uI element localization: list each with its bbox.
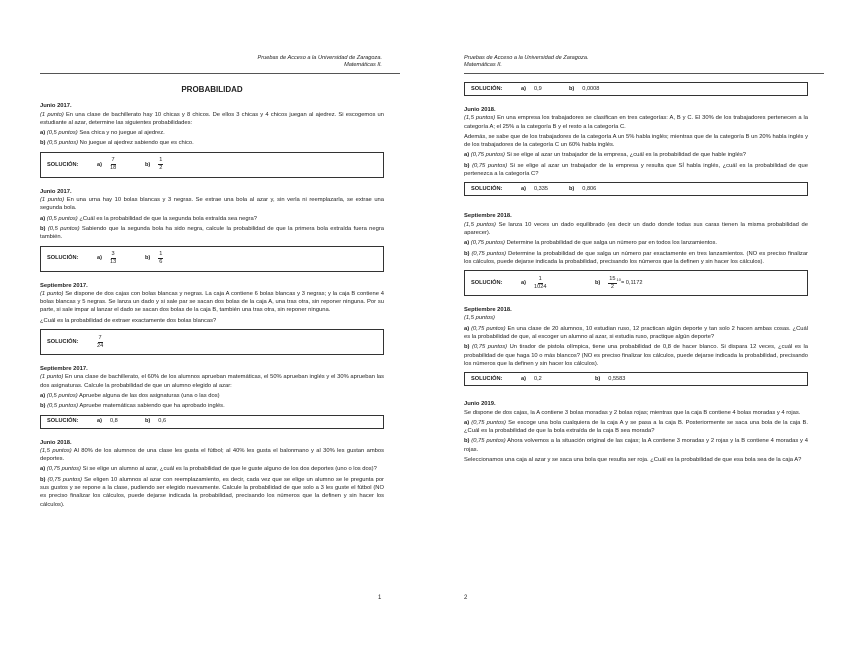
part-a: a) (0,5 puntos) Sea chica y no juegue al ajedrez. <box>40 130 165 137</box>
page-header <box>464 55 588 69</box>
part-a: a) (0,75 puntos) Si se elige un alumno al azar, ¿cuál es la probabilidad de que le guste alguno de los dos deportes (uno o los dos)? <box>40 466 377 473</box>
part-b: b) (0,75 puntos) Se eligen 10 alumnos al azar con reemplazamiento, es decir, cada vez que se elige un alumno se le pregunta por sus gustos y se repone a la clase, pudiendo ser elegido nuevamente. Calcule la probabilidad de que solo a 3 les guste el fútbol (NO es preciso finalizar los cálculos, puede dejarse indicada la probabilidad, precisando los números que la definen y sin hacer los cálculos). <box>40 476 384 508</box>
solution-box: SOLUCIÓN: a) 0,335 b) 0,806 <box>464 182 808 196</box>
part-a: a) (0,5 puntos) Apruebe alguna de las dos asignaturas (una o las dos) <box>40 392 220 399</box>
fraction: $\frac{7}{24}$ <box>97 334 104 349</box>
exercise-statement: (1,5 puntos) Al 80% de los alumnos de una clase les gusta el fútbol; al 40% les gusta el balonmano y al 30% les gustan ambos deportes. <box>40 447 384 463</box>
fraction: $\frac{1}{2}$ <box>159 157 163 172</box>
solution-box: SOLUCIÓN: a) 0,2 b) 0,5583 <box>464 372 808 386</box>
fraction: $\frac{1}{6}$ <box>159 251 163 266</box>
header-line-1: Pruebas de Acceso a la Universidad de Zaragoza. <box>257 55 382 61</box>
solution-box: SOLUCIÓN: $\frac{7}{24}$ <box>40 329 384 355</box>
page-header <box>258 55 382 69</box>
part-a: a) (0,75 puntos) Se escoge una bola cualquiera de la caja A y se pasa a la caja B. Posteriormente se saca una bola de la caja B. ¿Cuál es la probabilidad de que la bola extraída de la caja B sea morada? <box>464 419 808 435</box>
exercise-heading: Junio 2017. <box>40 103 72 110</box>
header-line-1: Pruebas de Acceso a la Universidad de Zaragoza. <box>464 55 589 61</box>
exercise-statement: Se dispone de dos cajas, la A contiene 3 bolas moradas y 2 bolas rojas; mientras que la caja B contiene 4 bolas moradas y 4 rojas. <box>464 409 801 416</box>
exercise-points: (1,5 puntos) <box>464 315 495 322</box>
part-b: b) (0,5 puntos) No juegue al ajedrez sabiendo que es chico. <box>40 140 194 147</box>
part-b: b) (0,75 puntos) Determine la probabilidad de que salga un número par exactamente en tres lanzamientos. (NO es preciso finalizar los cálculos, puede dejarse indicada la probabilidad, precisando los números que la definen y sin hacer los cálculos). <box>464 250 808 265</box>
exercise-heading: Junio 2019. <box>464 401 496 408</box>
part-b-continued: Seleccionamos una caja al azar y se saca una bola que resulta ser roja. ¿Cuál es la probabilidad de que esa bola sea de la caja A? <box>464 457 802 464</box>
solution-box: SOLUCIÓN: a) $\frac{3}{13}$ b) $\frac{1}{6}$ <box>40 246 384 272</box>
exercise-heading: Septiembre 2018. <box>464 213 512 220</box>
solution-box: SOLUCIÓN: a) 0,9 b) 0,0008 <box>464 82 808 96</box>
header-rule <box>464 73 824 74</box>
header-rule <box>40 73 400 74</box>
part-a: a) (0,75 puntos) Si se elige al azar un trabajador de la empresa, ¿cuál es la probabilidad de que hable inglés? <box>464 152 747 159</box>
page-number: 1 <box>378 595 382 601</box>
exercise-heading: Junio 2018. <box>464 107 496 113</box>
exercise-statement: (1 punto) En una clase de bachillerato, el 60% de los alumnos aprueban matemáticas, el 50% aprueban inglés y el 30% aprueban las dos asignaturas. Calcule la probabilidad de que un alumno elegido al azar: <box>40 374 385 389</box>
exercise-statement: (1 punto) Se dispone de dos cajas con bolas blancas y negras. La caja A contiene 6 bolas blancas y 3 negras; y la caja B contiene 4 bolas blancas y 5 negras. Se lanza un dado y si sale par se sacan dos bolas de la caja A, una tras otra, sin reponer ninguna. Por su parte, si sale impar al lanzar el dado se sacan dos bolas de la caja B, también una tras otra, sin reponer ninguna. <box>40 290 384 314</box>
solution-box: SOLUCIÓN: a) 0,8 b) 0,6 <box>40 415 384 429</box>
fraction: $\frac{15}{2}$ <box>609 275 616 290</box>
exercise-statement: (1,5 puntos) Se lanza 10 veces un dado equilibrado (es decir un dado donde todas sus caras tienen la misma probabilidad de aparecer). <box>464 221 809 236</box>
exponent: 10 <box>616 277 621 282</box>
part-b: b) (0,75 puntos) Si se elige al azar un trabajador de la empresa y resulta que SÍ habla inglés, ¿cuál es la probabilidad de que pertenezca a la categoría C? <box>464 162 808 178</box>
part-a: a) (0,5 puntos) ¿Cuál es la probabilidad de que la segunda bola extraída sea negra? <box>40 215 257 222</box>
exercise-statement: (1 punto) En una urna hay 10 bolas blancas y 3 negras. Se extrae una bola al azar y, sin verla ni reemplazarla, se extrae una segunda bola. <box>40 197 384 212</box>
fraction: $\frac{3}{13}$ <box>109 251 117 266</box>
page-title: PROBABILIDAD <box>181 85 243 94</box>
part-b: b) (0,75 puntos) Un tirador de pistola olímpica, tiene una probabilidad de 0,8 de hacer blanco. Si dispara 12 veces, ¿cuál es la probabilidad de que haga 10 o más blancos? (NO es preciso finalizar los cálculos, puede dejarse indicada la probabilidad, precisando los números que la definen y sin hacer los cálculos). <box>464 344 808 367</box>
header-line-2: Matemáticas II. <box>344 62 382 68</box>
header-line-2: Matemáticas II. <box>464 62 502 68</box>
part-b: b) (0,75 puntos) Ahora volvemos a la situación original de las cajas; la A contiene 3 moradas y 2 rojas y la B contiene 4 moradas y 4 rojas. <box>464 438 808 453</box>
exercise-question: ¿Cuál es la probabilidad de extraer exactamente dos bolas blancas? <box>40 317 217 324</box>
page-2 <box>424 0 848 655</box>
exercise-heading: Junio 2017. <box>40 188 72 195</box>
page-2-content <box>464 82 808 466</box>
part-b: b) (0,5 puntos) Apruebe matemáticas sabiendo que ha aprobado inglés. <box>40 403 225 410</box>
exercise-statement: (1 punto) En una clase de bachillerato hay 10 chicas y 8 chicos. De ellos 3 chicas y 4 chicos juegan al ajedrez. Si escogemos un estudiante al azar, determine las siguientes probabilidades: <box>40 111 384 126</box>
solution-box: SOLUCIÓN: a) $\frac{1}{1024}$ b) $\frac{15}{2}$ $^{10}$ = 0,1172 <box>464 270 808 296</box>
exercise-statement: (1,5 puntos) En una empresa los trabajadores se clasifican en tres categorías: A, B y C. El 30% de los trabajadores pertenecen a la categoría A; el 25% a la categoría B y el resto a la categoría C. <box>464 115 808 130</box>
page-number: 2 <box>464 595 468 601</box>
part-a: a) (0,75 puntos) Determine la probabilidad de que salga un número par en todos los lanzamientos. <box>464 240 718 247</box>
exercise-heading: Septiembre 2017. <box>40 282 88 289</box>
fraction: $\frac{7}{18}$ <box>109 157 117 172</box>
exercise-heading: Septiembre 2017. <box>40 366 88 373</box>
exercise-heading: Septiembre 2018. <box>464 307 512 314</box>
page-1-content <box>40 86 384 511</box>
solution-box: SOLUCIÓN: a) $\frac{7}{18}$ b) $\frac{1}{2}$ <box>40 152 384 178</box>
fraction: $\frac{1}{1024}$ <box>533 275 547 290</box>
exercise-statement-2: Además, se sabe que de los trabajadores de la categoría A un 5% habla inglés; mientras que de la categoría B un 20% habla inglés y de los trabajadores de la categoría C un 60% habla inglés. <box>464 133 808 149</box>
exercise-heading: Junio 2018. <box>40 439 72 446</box>
part-b: b) (0,5 puntos) Sabiendo que la segunda bola ha sido negra, calcule la probabilidad de que la primera bola extraída fuera negra también. <box>40 225 384 241</box>
part-a: a) (0,75 puntos) En una clase de 20 alumnos, 10 estudian ruso, 12 practican algún deporte y tan solo 2 hacen ambas cosas. ¿Cuál es la probabilidad de que, al escoger un alumno al azar, si estudia ruso, practique algún deporte? <box>464 325 808 341</box>
